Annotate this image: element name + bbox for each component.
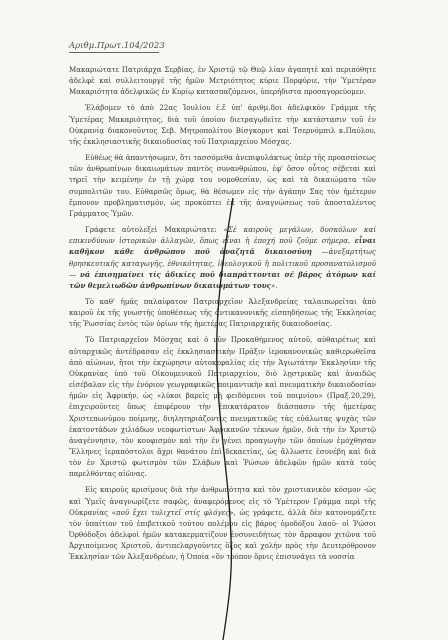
critical-text-1: Εἰς καιροὺς κρισίμους διὰ τὴν ἀνθρωπότητα καὶ τὸν χριστιανικὸν κόσμον -ὡς καὶ Ὑμεῖς ἀναγνωρίζετε σαφῶς, ἀναφερόμενος εἰς τὸ Ὑμέτερον Γράμμα περὶ τῆς Οὐκρανίας « <box>69 485 376 517</box>
protocol-underline <box>69 52 159 53</box>
paragraph-critical-times <box>69 484 376 562</box>
quote-bold-2: νά ἐπισημαίνει τίς ἀδικίες ποῦ διαπράττονται σέ βάρος ἀτόμων καί τῶν θεμελιωδῶν ἀνθρωπίνων δικαιωμάτων τους <box>69 269 376 290</box>
paragraph-patriarchate: Τὸ καθ' ἡμᾶς παλαίφατον Πατριαρχεῖον Ἀλεξανδρείας ταλαιπωρεῖται ἀπὸ καιροῦ ἐκ τῆς γνωστῆς ὑποθέσεως τῆς ἀντικανονικῆς εἰσπηδήσεως τῆς Ἐκκλησίας τῆς Ῥωσσίας ἐντὸς τῶν ὁρίων τῆς ἡμετέρας Πατριαρχικῆς δικαιοδοσίας. <box>69 296 376 329</box>
paragraph-quotation <box>69 224 376 291</box>
paragraph-received-letter: Ἐλάβομεν τὸ ἀπὸ 22ας Ἰουλίου ἐ.ἔ ὑπ' ἀριθμ.8οι ἀδελφικὸν Γράμμα τῆς Ὑμετέρας Μακαριότητος, διὰ τοῦ ὁποίου διετραγῳδεῖτε τὴν κατάστασιν τοῦ ἐν Οὐκρανίᾳ διακονοῦντος Σεβ. Μητροπολίτου Βίσγκορντ καὶ Τσερνόμπιλ κ.Παύλου, τῆς ἐκκλησιαστικῆς δικαιοδοσίας τοῦ Πατριαρχείου Μόσχας. <box>69 103 376 146</box>
protocol-number: Αριθμ.Πρωτ.104/2023 <box>69 40 165 50</box>
quote-italic-1: Σέ καιρούς μεγάλων, δυσκόλων καί επικινδύνων ἱστορικῶν ἀλλαγῶν, ὅπως εἶναι ἡ ἐποχή ποῦ ζοῦμε σήμερα, <box>69 225 376 246</box>
greeting-paragraph: Μακαριώτατε Πατριάρχα Σερβίας, ἐν Χριστῷ τῷ Θεῷ λίαν ἀγαπητὲ καὶ περιπόθητε ἀδελφὲ καὶ συλλειτουργὲ τῆς ἡμῶν Μετριότητος κύριε Πορφύριε, τὴν Ὑμετέραν Μακαριότητα ἀδελφικῶς ἐν Κυρίῳ κατασπαζόμενοι, ὑπερήδιστα προσαγορεύομεν. <box>69 65 376 97</box>
critical-text-2: », ὡς γράφετε, ἀλλὰ δὲν κατονομάζετε τὸν ὑπαίτιον τοῦ ἐπιβετικοῦ τούτου πολέμου εἰς βάρος ὁμοδόξου λαοῦ- οἱ Ῥώσοι Ὀρθόδοξοι ἀδελφοὶ ἡμῶν κατακερματίζουν ἐνσυνειδήτως τὸν ἄρραφον χιτῶνα τοῦ Ἀρχιποίμενος Χριστοῦ, ἀντιπελαργοῦντες ὅξος καὶ χολὴν πρὸς τὴν Δευτερόθρονον Ἐκκλησίαν τῶν Ἀλεξανδρέων, ἡ Ὁποία «ὃν τρόπον ὄρνις ἐπισυνάγει τὰ νοσσία <box>69 507 376 562</box>
paragraph-human-rights: Εὐθέως θὰ ἀπαντήσωμεν, ὅτι τασσόμεθα ἀνεπιφυλάκτως ὑπὲρ τῆς προασπίσεως τῶν ἀνθρωπίνων δικαιωμάτων παντὸς συνανθρώπου, ἐφ' ὅσον οὗτος σέβεται καὶ τηρεῖ τὴν κειμένην ἐν τῇ χώρᾳ του νομοθεσίαν, ὡς καὶ τὰ δικαιώματα τῶν συμπολιτῶν του. Εὐθαρσῶς ὅμως, θὰ θέσωμεν εἰς τὴν ἀγάπην Σας τὸν ἡμέτερον ἔμπονον προβληματισμόν, ὡς προκύπτει ἐκ τῆς ἀναγνώσεως τοῦ ἀποσταλέντος Γράμματος Ὑμῶν. <box>69 153 376 218</box>
letter-body <box>69 64 376 568</box>
paragraph-moscow: Τὸ Πατριαρχεῖον Μόσχας καὶ ὁ νῦν Προκαθήμενος αὐτοῦ, αὐθαιρέτως καὶ αὐταρχικῶς ἀντέδρασαν εἰς ἐκκλησιαστικὴν Πρᾶξιν ἱεροκανονικῶς καθιερωθεῖσα ἀπὸ αἰώνων, ἤτοι τὴν ἐκχώρησιν αὐτοκεφαλίας εἰς τὴν Ἁγιωτάτην Ἐκκλησίαν τῆς Οὐκρανίας ὑπὸ τοῦ Οἰκουμενικοῦ Πατριαρχείου, διὸ λῃστρικῶς καὶ ἀναιδῶς εἰσέβαλαν εἰς τὴν ἐνόριον γεωγραφικῶς ποιμαντικὴν καὶ πνευματικὴν δικαιοδοσίαν ἡμῶν εἰς Ἀφρικήν, ὡς «λύκοι βαρεῖς μὴ φειδόμενοι τοῦ ποιμνίου» (Πραξ.20,29), ἐπιχειροῦντες ὅπως ἐπιφέρουν τὴν ἐπικατάρατον διάσπασιν τῆς ἡμετέρας Χριστεπωνύμου ποίμνης, διηλητηριάζοντες πνευματικῶς τὰς εὐάλωτας ψυχὰς τῶν ἑκατοντάδων χιλιάδων νεοφωτίστων Ἀφρικανῶν τέκνων ἡμῶν, διὰ τὴν ἐν Χριστῷ ἀναγέννησιν, τὸν κουφισμὸν καὶ τὴν ἐν γένει προαγωγὴν τῶν ὁποίων ἐμόχθησαν Ἕλληνες ἱεραπόστολοι ἄχρι θανάτου ἐπὶ δεκαετίας, ὡς ἄλλωστε ἐσυνέβη καὶ διὰ τὸν ἐν Χριστῷ φωτισμὸν τῶν Σλάβων καὶ Ῥώσων ἀδελφῶν ἡμῶν κατὰ τοὺς παρελθόντας αἰῶνας. <box>69 335 376 479</box>
quote-italic-2: —ἀνεξαρτήτως θρησκευτικῆς καταγωγῆς, ἐθνικότητας, ἰδεολογικοῦ ἢ πολιτικοῦ προσανατολισμοῦ— <box>69 247 376 279</box>
quote-bold-1: εἶναι καθῆκον κάθε ἀνθρώπου ποῦ ἀναζητᾶ δικαιοσύνη <box>69 236 376 257</box>
quote-close: ». <box>270 280 278 290</box>
quote-intro: Γράφετε αὐτολεξεὶ Μακαριώτατε: « <box>85 225 228 235</box>
critical-italic: ποῦ ἔχει τυλιχτεῖ στίς φλόγες <box>116 507 230 517</box>
